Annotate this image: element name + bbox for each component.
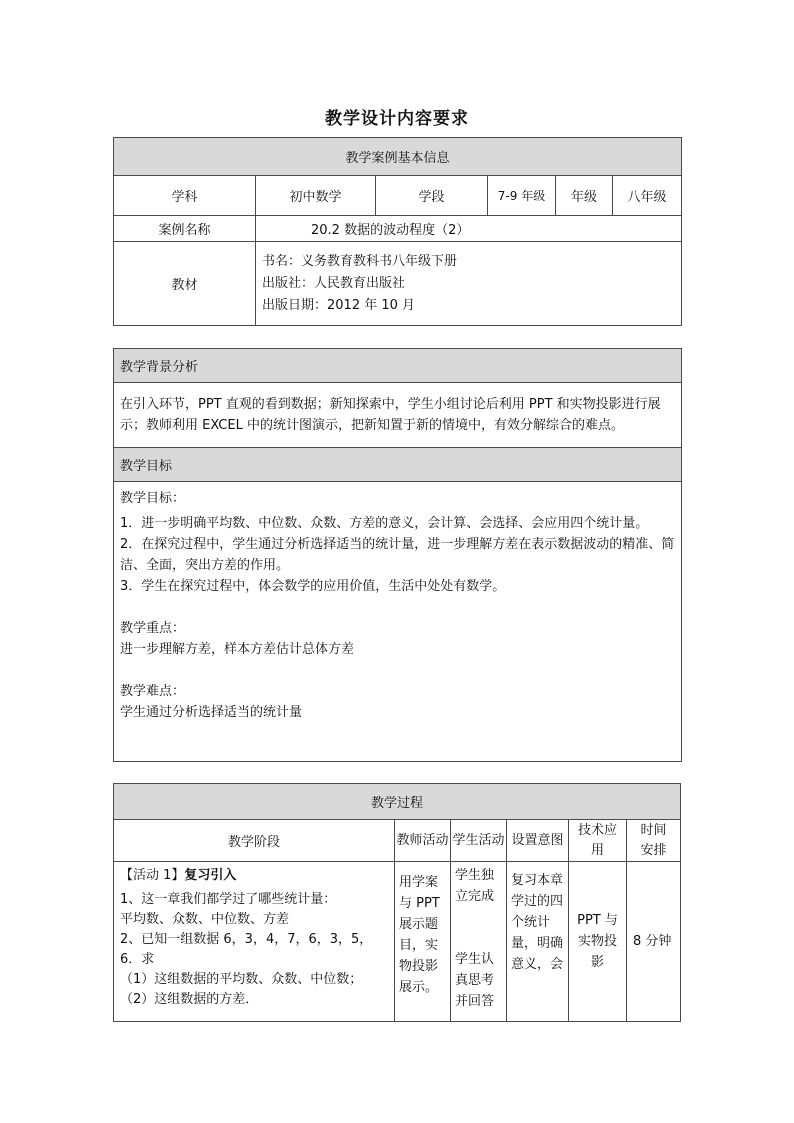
textbook-label: 教材 <box>114 242 256 326</box>
analysis-table <box>113 348 682 762</box>
stage-label: 学段 <box>376 176 488 216</box>
objectives-header: 教学目标 <box>114 448 682 482</box>
spacer <box>120 597 675 618</box>
column-stage: 教学阶段 <box>114 820 395 862</box>
subject-value: 初中数学 <box>256 176 376 216</box>
textbook-publish-date: 出版日期：2012 年 10 月 <box>262 297 416 313</box>
student-activity-2: 学生认真思考并回答 <box>455 952 495 1009</box>
column-student-activity: 学生活动 <box>451 820 507 862</box>
objective-item-2: 2．在探究过程中，学生通过分析选择适当的统计量，进一步理解方差在表示数据波动的精准、简洁、全面，突出方差的作用。 <box>120 537 675 573</box>
textbook-info <box>256 242 682 326</box>
student-activity-1: 学生独立完成 <box>455 868 495 904</box>
column-time: 时间安排 <box>627 820 681 862</box>
subject-label: 学科 <box>114 176 256 216</box>
textbook-publisher: 出版社：人民教育出版社 <box>262 275 406 291</box>
key-point-label: 教学重点： <box>120 621 186 636</box>
teacher-activity: 用学案与 PPT 展示题目，实物投影展示。 <box>395 862 451 1022</box>
stage-value: 7-9 年级 <box>488 176 556 216</box>
process-header: 教学过程 <box>114 784 681 820</box>
difficulty-text: 学生通过分析选择适当的统计量 <box>120 705 303 720</box>
background-text: 在引入环节，PPT 直观的看到数据；新知探索中，学生小组讨论后利用 PPT 和实物投影进行展示；教师利用 EXCEL 中的统计图演示，把新知置于新的情境中，有效分解综合的难点。 <box>114 383 682 448</box>
case-name-label: 案例名称 <box>114 216 256 242</box>
activity-tag: 【活动 1】 <box>120 868 185 883</box>
student-activity <box>451 862 507 1022</box>
tech-application: PPT 与实物投影 <box>569 862 627 1022</box>
stage-line-2: 平均数、众数、中位数、方差 <box>120 912 290 927</box>
design-intent: 复习本章学过的四个统计量，明确意义，会 <box>507 862 569 1022</box>
objectives-body <box>114 482 682 762</box>
difficulty-label: 教学难点： <box>120 684 186 699</box>
document-title: 教学设计内容要求 <box>325 109 469 129</box>
basic-info-header: 教学案例基本信息 <box>114 138 682 176</box>
textbook-book-name: 书名：义务教育教科书八年级下册 <box>262 253 458 269</box>
key-point-text: 进一步理解方差，样本方差估计总体方差 <box>120 642 355 657</box>
activity-title: 复习引入 <box>184 868 237 883</box>
stage-line-4: （1）这组数据的平均数、众数、中位数； <box>120 972 363 987</box>
objective-item-3: 3．学生在探究过程中，体会数学的应用价值，生活中处处有数学。 <box>120 579 506 594</box>
stage-line-5: （2）这组数据的方差． <box>120 992 259 1007</box>
time-arrangement: 8 分钟 <box>627 862 681 1022</box>
activity-stage-cell <box>114 862 395 1022</box>
stage-line-1: 1、这一章我们都学过了哪些统计量： <box>120 892 337 907</box>
background-header: 教学背景分析 <box>114 349 682 383</box>
spacer <box>120 660 675 681</box>
activity-heading <box>120 866 388 886</box>
column-intent: 设置意图 <box>507 820 569 862</box>
stage-line-3: 2、已知一组数据 6，3，4，7，6，3，5，6．求 <box>120 932 373 967</box>
grade-label: 年级 <box>556 176 613 216</box>
grade-value: 八年级 <box>613 176 682 216</box>
objectives-intro: 教学目标： <box>120 491 186 506</box>
basic-info-table <box>113 137 682 326</box>
case-name-value: 20.2 数据的波动程度（2） <box>256 216 682 242</box>
process-table <box>113 783 681 1022</box>
objective-item-1: 1．进一步明确平均数、中位数、众数、方差的意义，会计算、会选择、会应用四个统计量。 <box>120 516 649 531</box>
column-tech: 技术应用 <box>569 820 627 862</box>
column-teacher-activity: 教师活动 <box>395 820 451 862</box>
